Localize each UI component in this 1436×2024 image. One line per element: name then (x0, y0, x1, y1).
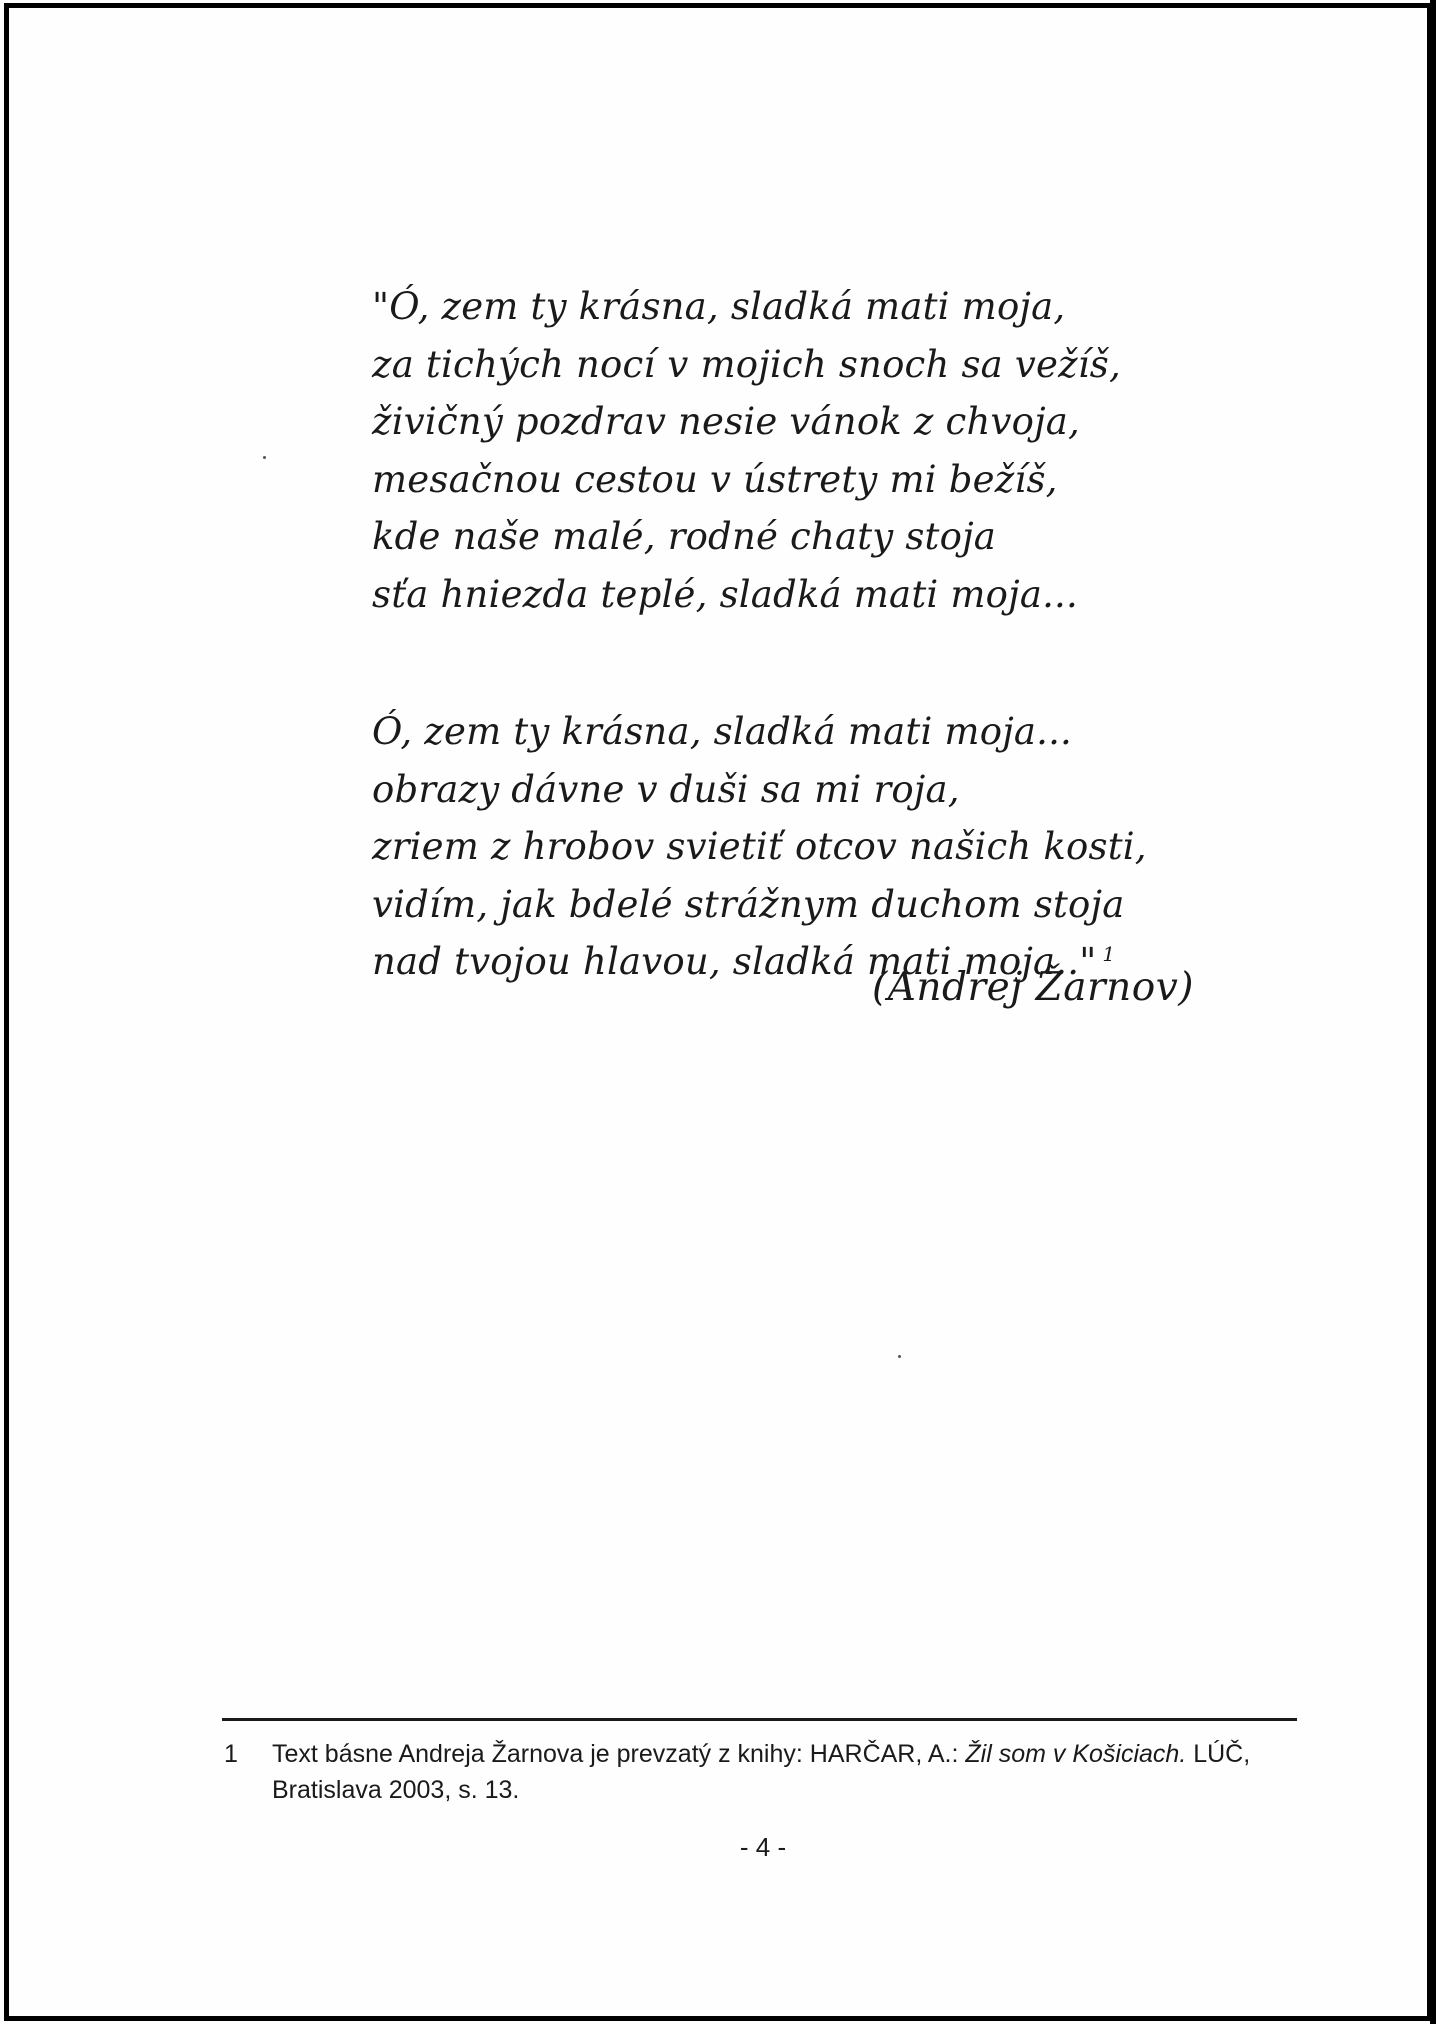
poem-line: obrazy dávne v duši sa mi roja, (372, 767, 960, 811)
poem-line: Ó, zem ty krásna, sladká mati moja... (372, 710, 1073, 753)
footnote-text (272, 1736, 1302, 1808)
poem-line: za tichých nocí v mojich snoch sa vežíš, (372, 342, 1121, 386)
stanza-1 (372, 278, 1147, 623)
poem-author: (Andrej Žarnov) (872, 965, 1195, 1010)
poem-line: "Ó, zem ty krásna, sladká mati moja, (372, 285, 1066, 328)
poem-line: živičný pozdrav nesie vánok z chvoja, (372, 400, 1080, 443)
poem-line: sťa hniezda teplé, sladká mati moja... (372, 572, 1078, 616)
page-number: - 4 - (739, 1832, 787, 1862)
footnote-text-before: Text básne Andreja Žarnova je prevzatý z knihy: HARČAR, A.: (272, 1740, 966, 1768)
footnote-divider (222, 1718, 1297, 1721)
footnote-book-title: Žil som v Košiciach. (965, 1740, 1187, 1768)
footnote (222, 1736, 1302, 1808)
poem-line: kde naše malé, rodné chaty stoja (372, 515, 997, 558)
poem-line: vidím, jak bdelé strážnym duchom stoja (372, 882, 1125, 926)
poem-line: mesačnou cestou v ústrety mi bežíš, (372, 457, 1058, 501)
stanza-2 (372, 703, 1147, 991)
scan-speck (263, 456, 266, 459)
poem-line: zriem z hrobov svietiť otcov našich kosti, (372, 825, 1147, 868)
footnote-text-after: LÚČ, Bratislava 2003, s. 13. (272, 1740, 1251, 1804)
poem (372, 278, 1147, 991)
poem-line-text: nad tvojou hlavou, sladká mati moja.." (372, 940, 1097, 983)
footnote-number: 1 (224, 1740, 238, 1768)
footnote-reference[interactable]: 1 (1102, 941, 1116, 966)
scan-speck (898, 1355, 901, 1358)
